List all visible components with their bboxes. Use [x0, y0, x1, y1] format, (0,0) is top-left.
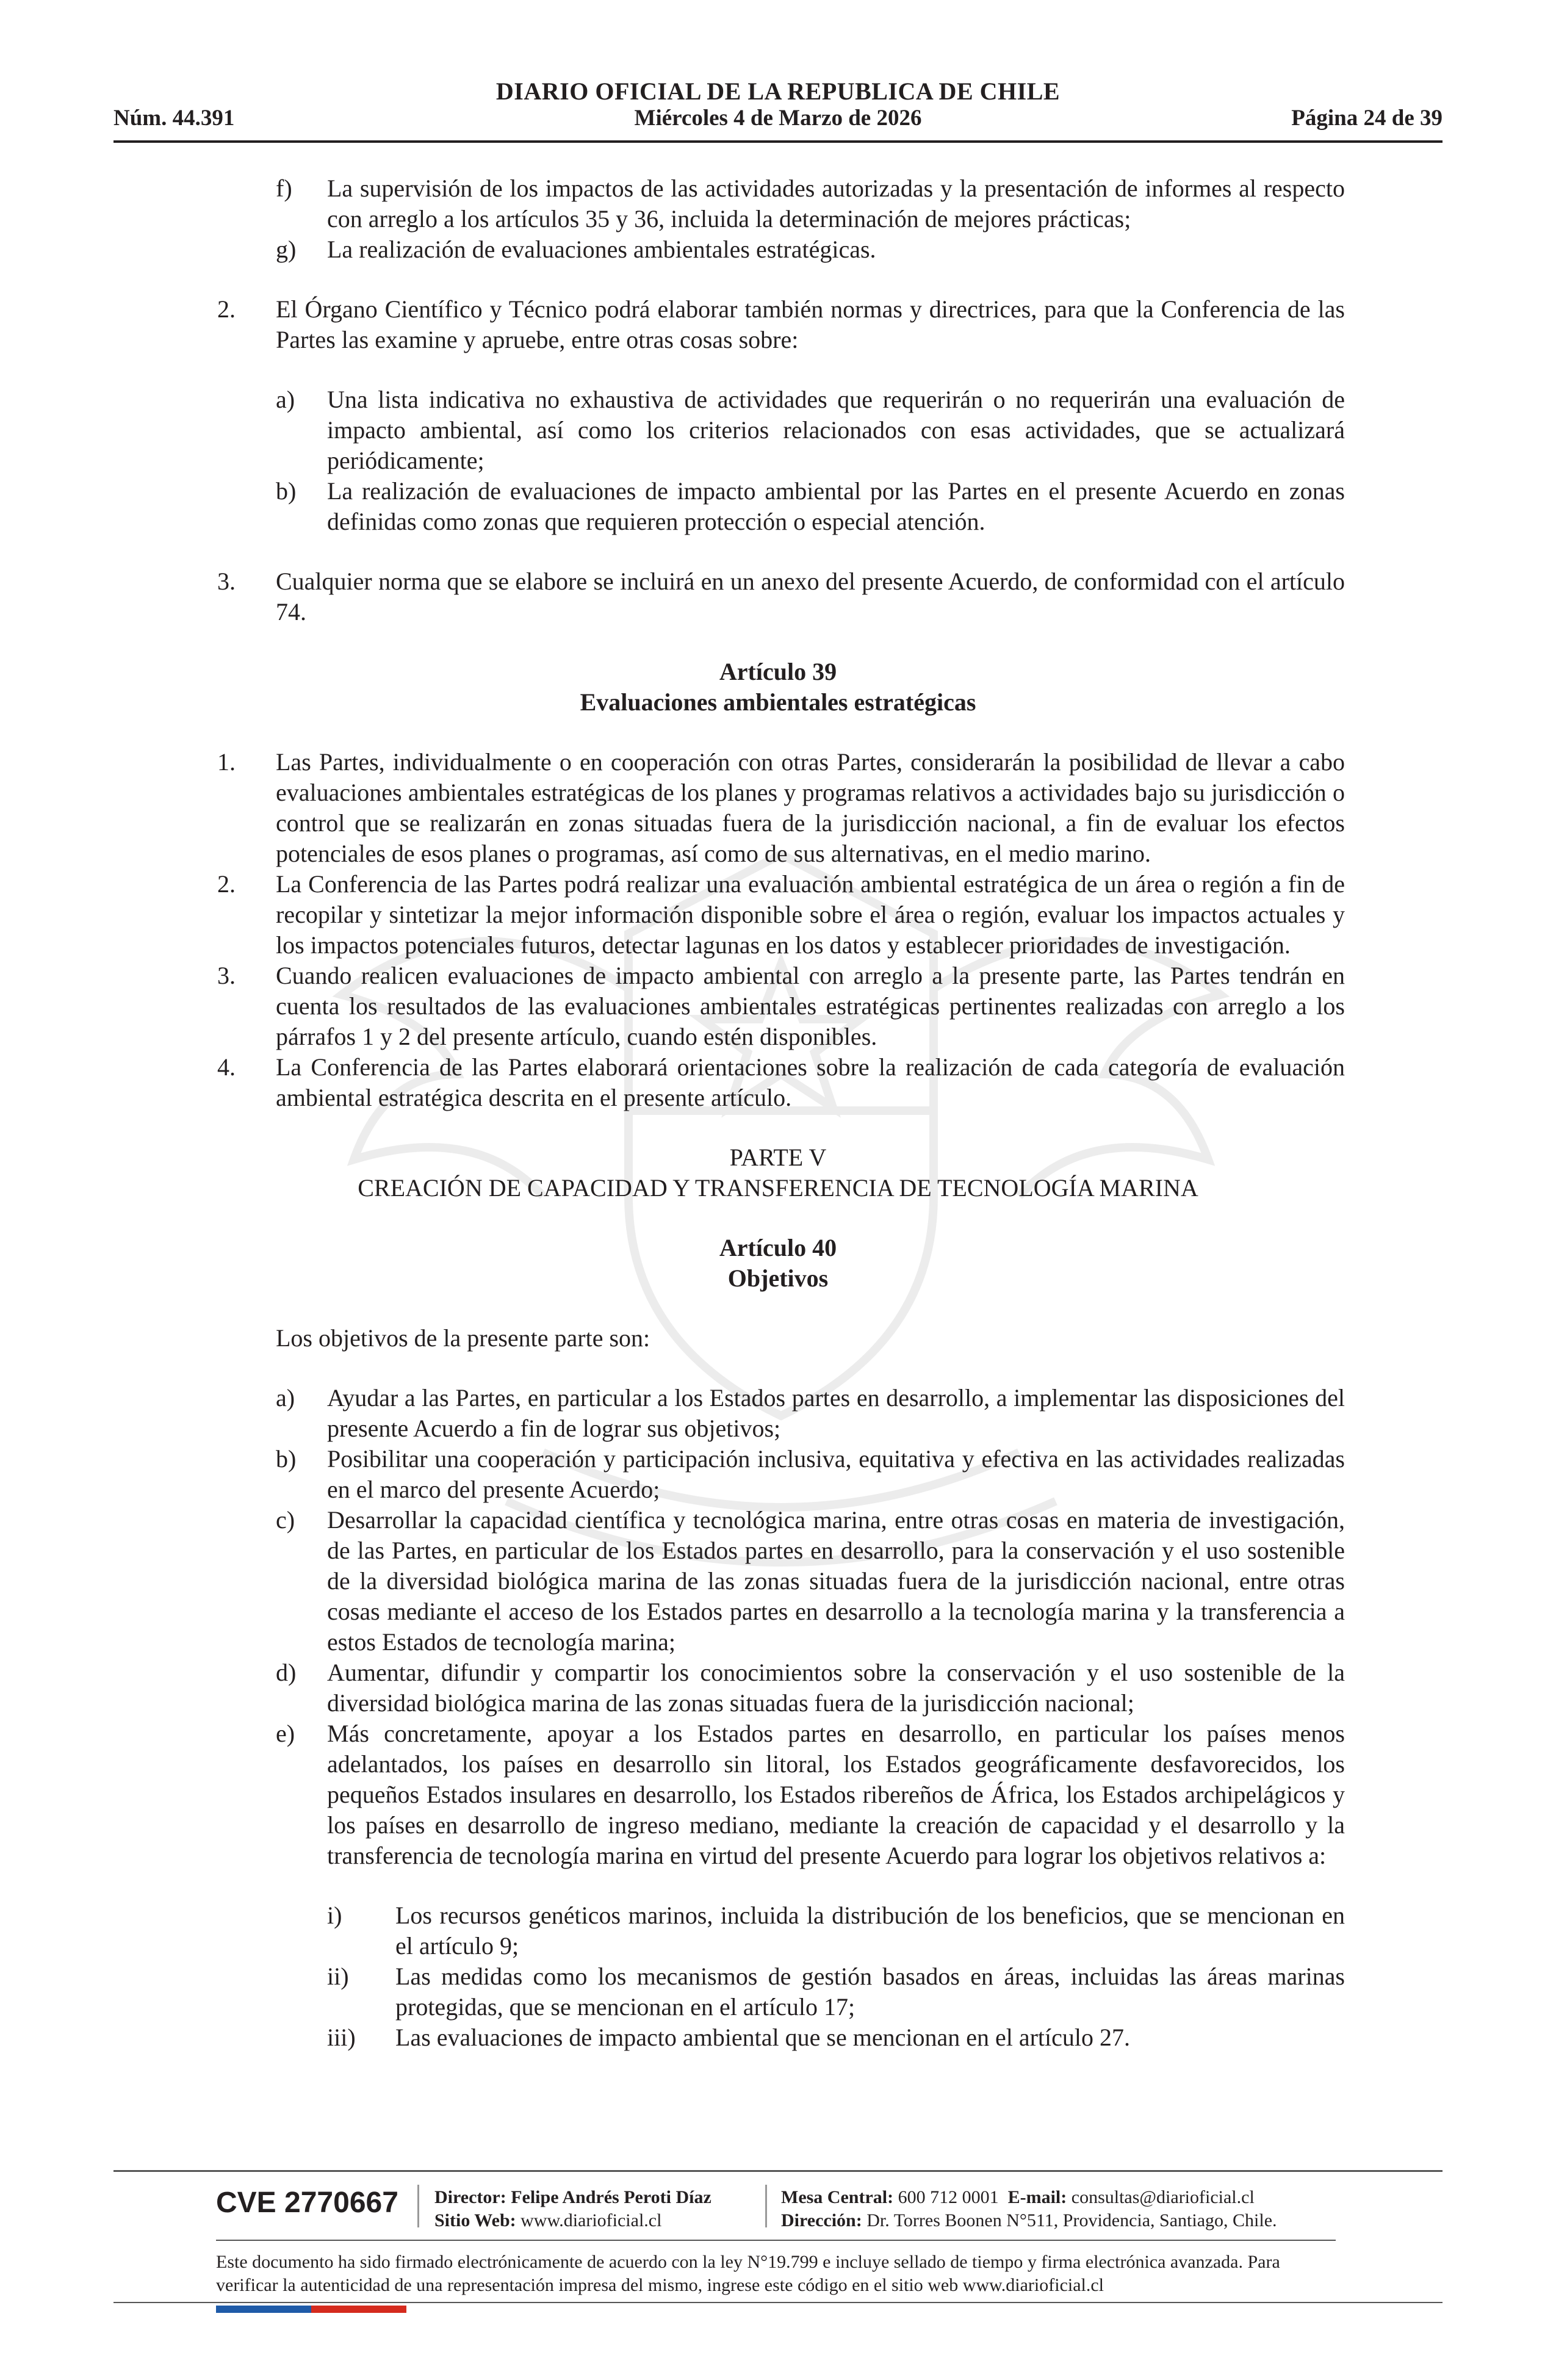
sub-list-marker: iii): [327, 2024, 356, 2051]
flag-stripe: [216, 2306, 406, 2313]
issue-date: Miércoles 4 de Marzo de 2026: [634, 106, 922, 131]
list-text: La realización de evaluaciones de impacto ambiental por las Partes en el presente Acuerdo en zonas definidas como zonas que requieren protección o especial atención.: [327, 477, 1345, 535]
director-label: Director:: [434, 2187, 506, 2207]
article-intro: Los objetivos de la presente parte son:: [276, 1324, 650, 1352]
header-divider: [113, 140, 1443, 143]
sub-list-text: Las evaluaciones de impacto ambiental que se mencionan en el artículo 27.: [395, 2024, 1130, 2051]
numbered-paragraph: [217, 566, 1345, 627]
list-item: [276, 1718, 1345, 1871]
article-title: Evaluaciones ambientales estratégicas: [580, 688, 976, 716]
flag-red-bar: [311, 2306, 406, 2313]
footer-director-block: [434, 2186, 711, 2232]
sub-list-item: [327, 1961, 1345, 2022]
issue-number: Núm. 44.391: [113, 106, 235, 131]
list-marker: e): [276, 1720, 295, 1747]
list-text: Aumentar, difundir y compartir los conocimientos sobre la conservación y el uso sostenible de la diversidad biológica marina de las zonas situadas fuera de la jurisdicción nacional;: [327, 1659, 1345, 1717]
list-item: [276, 1657, 1345, 1718]
web-link[interactable]: www.diarioficial.cl: [520, 2210, 662, 2230]
sub-list-text: Los recursos genéticos marinos, incluida la distribución de los beneficios, que se mencionan en el artículo 9;: [395, 1902, 1345, 1960]
footer-divider: [113, 2170, 1443, 2172]
footer-divider: [113, 2302, 1443, 2303]
paragraph-number: 1.: [217, 748, 236, 776]
paragraph-text: La Conferencia de las Partes elaborará orientaciones sobre la realización de cada categoría de evaluación ambiental estratégica descrita en el presente artículo.: [276, 1053, 1345, 1111]
address-label: Dirección:: [781, 2210, 862, 2230]
phone-label: Mesa Central:: [781, 2187, 894, 2207]
paragraph-text: El Órgano Científico y Técnico podrá elaborar también normas y directrices, para que la Conferencia de las Partes las examine y apruebe, entre otras cosas sobre:: [276, 295, 1345, 353]
list-marker: f): [276, 175, 292, 202]
footer-divider: [216, 2240, 1336, 2241]
list-text: Una lista indicativa no exhaustiva de actividades que requerirán o no requerirán una evaluación de impacto ambiental, así como los criterios relacionados con esas actividades, que se actualizará periódicamente;: [327, 386, 1345, 474]
paragraph-number: 2.: [217, 870, 236, 898]
list-marker: d): [276, 1659, 297, 1686]
list-marker: a): [276, 386, 295, 413]
list-text: Ayudar a las Partes, en particular a los Estados partes en desarrollo, a implementar las disposiciones del presente Acuerdo a fin de lograr sus objetivos;: [327, 1384, 1345, 1442]
article-heading: Artículo 39: [719, 658, 837, 685]
list-text: La realización de evaluaciones ambientales estratégicas.: [327, 236, 876, 263]
sub-list-text: Las medidas como los mecanismos de gestión basados en áreas, incluidas las áreas marinas protegidas, que se mencionan en el artículo 17;: [395, 1963, 1345, 2021]
numbered-paragraph: [217, 1052, 1345, 1113]
list-marker: c): [276, 1506, 295, 1534]
list-item: [276, 1505, 1345, 1657]
page-number: Página 24 de 39: [1291, 106, 1443, 131]
numbered-paragraph: [217, 869, 1345, 961]
director-name: Felipe Andrés Peroti Díaz: [511, 2187, 711, 2207]
email-link[interactable]: consultas@diarioficial.cl: [1071, 2187, 1255, 2207]
list-text: Posibilitar una cooperación y participación inclusiva, equitativa y efectiva en las actividades realizadas en el marco del presente Acuerdo;: [327, 1445, 1345, 1503]
part-title: CREACIÓN DE CAPACIDAD Y TRANSFERENCIA DE TECNOLOGÍA MARINA: [358, 1174, 1198, 1202]
list-item: [276, 1383, 1345, 1444]
email-label: E-mail:: [1007, 2187, 1067, 2207]
list-item: [276, 384, 1345, 476]
list-marker: b): [276, 477, 297, 505]
phone-value: 600 712 0001: [898, 2187, 999, 2207]
sub-list-item: [327, 2022, 1345, 2053]
list-item: [276, 1444, 1345, 1505]
sub-list-marker: ii): [327, 1963, 349, 1990]
cve-code: CVE 2770667: [216, 2187, 398, 2219]
list-text: La supervisión de los impactos de las actividades autorizadas y la presentación de informes al respecto con arreglo a los artículos 35 y 36, incluida la determinación de mejores prácticas;: [327, 175, 1345, 233]
newspaper-title: DIARIO OFICIAL DE LA REPUBLICA DE CHILE: [495, 78, 1061, 105]
list-marker: a): [276, 1384, 295, 1412]
article-heading: Artículo 40: [719, 1234, 837, 1261]
paragraph-text: Las Partes, individualmente o en cooperación con otras Partes, considerarán la posibilidad de llevar a cabo evaluaciones ambientales estratégicas de los planes y programas relativos a actividades bajo su jurisdicción o control que se realizarán en zonas situadas fuera de la jurisdicción nacional, a fin de evaluar los efectos potenciales de esos planes o programas, así como de sus alternativas, en el medio marino.: [276, 748, 1345, 867]
list-marker: b): [276, 1445, 297, 1473]
paragraph-number: 3.: [217, 962, 236, 989]
footer-separator: [417, 2185, 419, 2227]
list-item: [276, 234, 1345, 265]
sub-list-marker: i): [327, 1902, 342, 1929]
address-value: Dr. Torres Boonen N°511, Providencia, Santiago, Chile.: [866, 2210, 1277, 2230]
list-item: [276, 476, 1345, 537]
part-heading: PARTE V: [729, 1144, 827, 1171]
footer-contact-block: [781, 2186, 1277, 2232]
document-body: [0, 173, 1556, 2053]
list-text: Más concretamente, apoyar a los Estados partes en desarrollo, en particular los países menos adelantados, los países en desarrollo sin litoral, los Estados geográficamente desfavorecidos, los pequeños Estados insulares en desarrollo, los Estados ribereños de África, los Estados archipelágicos y los países en desarrollo de ingreso mediano, mediante la creación de capacidad y el desarrollo y la transferencia de tecnología marina en virtud del presente Acuerdo para lograr los objetivos relativos a:: [327, 1720, 1345, 1869]
paragraph-text: Cualquier norma que se elabore se incluirá en un anexo del presente Acuerdo, de conformidad con el artículo 74.: [276, 568, 1345, 626]
footer-separator: [765, 2185, 767, 2227]
header-row: [113, 105, 1443, 135]
numbered-paragraph: [217, 747, 1345, 869]
numbered-paragraph: [217, 961, 1345, 1052]
paragraph-number: 2.: [217, 295, 236, 323]
flag-blue-bar: [216, 2306, 311, 2313]
paragraph-text: Cuando realicen evaluaciones de impacto ambiental con arreglo a la presente parte, las Partes tendrán en cuenta los resultados de las evaluaciones ambientales estratégicas pertinentes realizadas con arreglo a los párrafos 1 y 2 del presente artículo, cuando estén disponibles.: [276, 962, 1345, 1050]
paragraph-text: La Conferencia de las Partes podrá realizar una evaluación ambiental estratégica de un área o región a fin de recopilar y sintetizar la mejor información disponible sobre el área o región, evaluar los impactos actuales y los impactos potenciales futuros, detectar lagunas en los datos y establecer prioridades de investigación.: [276, 870, 1345, 959]
signature-note: Este documento ha sido firmado electrónicamente de acuerdo con la ley N°19.799 e incluye sellado de tiempo y firma electrónica avanzada. Para verificar la autenticidad de una representación impresa del mismo, ingrese este código en el sitio web www.diarioficial.cl: [216, 2252, 1280, 2295]
paragraph-number: 4.: [217, 1053, 236, 1081]
paragraph-number: 3.: [217, 568, 236, 595]
list-text: Desarrollar la capacidad científica y tecnológica marina, entre otras cosas en materia de investigación, de las Partes, en particular de los Estados partes en desarrollo, para la conservación y el uso sostenible de la diversidad biológica marina de las zonas situadas fuera de la jurisdicción nacional, entre otras cosas mediante el acceso de los Estados partes en desarrollo a la tecnología marina y la transferencia a estos Estados de tecnología marina;: [327, 1506, 1345, 1656]
list-marker: g): [276, 236, 297, 263]
sub-list-item: [327, 1900, 1345, 1961]
numbered-paragraph: [217, 294, 1345, 355]
web-label: Sitio Web:: [434, 2210, 516, 2230]
article-title: Objetivos: [727, 1264, 829, 1292]
list-item: [276, 173, 1345, 234]
